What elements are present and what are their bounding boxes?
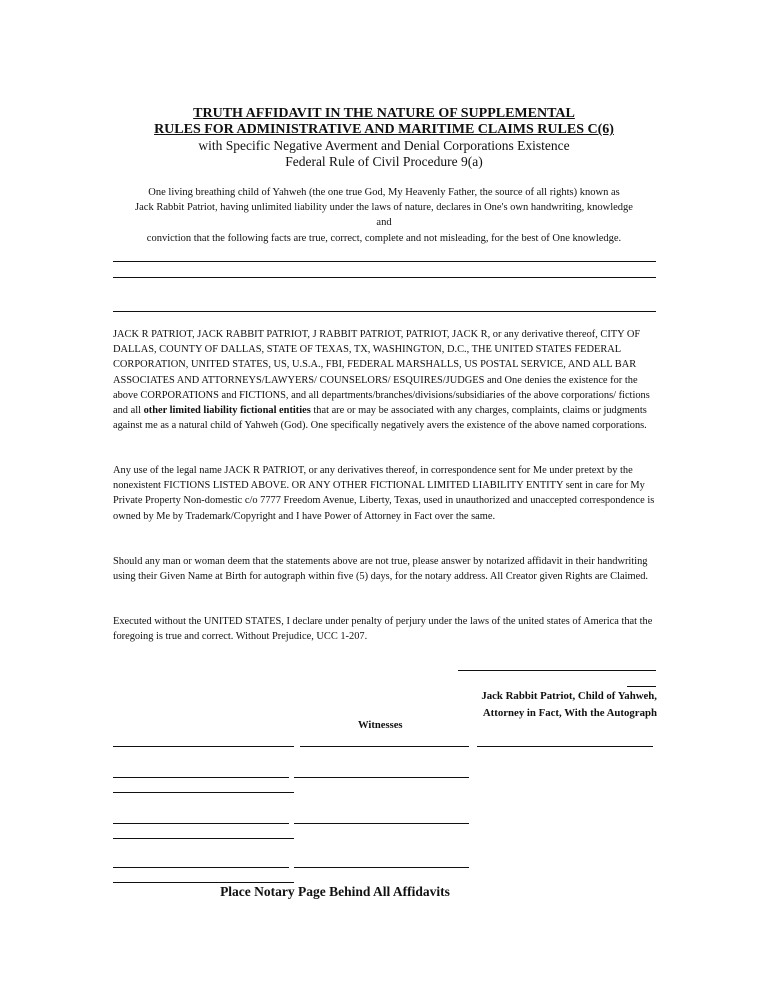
witness-line <box>300 746 469 747</box>
witness-line <box>113 867 289 868</box>
witness-line <box>113 823 289 824</box>
signature-line <box>458 670 656 671</box>
separator-line <box>113 261 656 262</box>
intro-line-1: One living breathing child of Yahweh (the one true God, My Heavenly Father, the source of all rights) known as <box>148 187 620 198</box>
witness-line <box>113 792 294 793</box>
notary-instruction: Place Notary Page Behind All Affidavits <box>220 884 450 899</box>
witness-line <box>113 746 294 747</box>
signature-name: Jack Rabbit Patriot, Child of Yahweh, <box>481 690 657 702</box>
witness-line <box>294 777 469 778</box>
intro-line-4: conviction that the following facts are true, correct, complete and not misleading, for the best of One knowledge. <box>146 233 622 244</box>
document-title-line-1: TRUTH AFFIDAVIT IN THE NATURE OF SUPPLEMENTAL <box>193 106 575 121</box>
signature-title: Attorney in Fact, With the Autograph <box>482 707 657 719</box>
separator-line <box>113 311 656 312</box>
paragraph-denial-text-1: JACK R PATRIOT, JACK RABBIT PATRIOT, J RABBIT PATRIOT, PATRIOT, JACK R, or any derivative thereof, CITY OF DALLAS, COUNTY OF DALLAS, STATE OF TEXAS, TX, WASHINGTON, D.C., THE UNITED STATES FEDERAL CORPORATION, UNITED STATES, US, U.S.A., FBI, FEDERAL MARSHALLS, US POSTAL SERVICE, AND ALL BAR ASSOCIATES AND ATTORNEYS/LAWYERS/ COUNSELORS/ ESQUIRES/JUDGES and One denies the existence for the above CORPORATIONS and FICTIONS, and all departments/branches/divisions/subsidiaries of the above corporations/ fictions and all <box>113 329 650 417</box>
witnesses-label: Witnesses <box>358 720 403 731</box>
witness-line <box>477 746 653 747</box>
paragraph-execution: Executed without the UNITED STATES, I declare under penalty of perjury under the laws of the united states of America that the foregoing is true and correct. Without Prejudice, UCC 1-207. <box>113 616 653 643</box>
paragraph-legal-name: Any use of the legal name JACK R PATRIOT, or any derivatives thereof, in correspondence sent for Me under pretext by the nonexistent FICTIONS LISTED ABOVE. OR ANY OTHER FICTIONAL LIMITED LIABILITY ENTITY sent in care for My Private Property Non-domestic c/o 7777 Freedom Avenue, Liberty, Texas, used in unauthorized and unaccepted correspondence is owned by Me by Trademark/Copyright and I have Power of Attorney in Fact over the same. <box>113 465 655 522</box>
witness-line <box>113 777 289 778</box>
intro-line-3: and <box>376 217 392 228</box>
witness-line <box>294 823 469 824</box>
witness-line <box>113 882 294 883</box>
signature-line-tail <box>627 686 656 687</box>
paragraph-denial <box>113 327 658 433</box>
paragraph-denial-text-2: that are or may be associated with any charges, complaints, claims or judgments against me as a natural child of Yahweh (God). One specifically negatively avers the existence of the above named corporations. <box>113 405 647 432</box>
document-subtitle-line-2: Federal Rule of Civil Procedure 9(a) <box>285 154 483 169</box>
paragraph-denial-bold: other limited liability fictional entities <box>143 405 311 417</box>
witness-line <box>294 867 469 868</box>
separator-line <box>113 277 656 278</box>
witness-line <box>113 838 294 839</box>
document-subtitle-line-1: with Specific Negative Averment and Denial Corporations Existence <box>198 138 570 153</box>
paragraph-rebuttal: Should any man or woman deem that the statements above are not true, please answer by notarized affidavit in their handwriting using their Given Name at Birth for autograph within five (5) days, for the notary address. All Creator given Rights are Claimed. <box>113 556 648 583</box>
intro-line-2: Jack Rabbit Patriot, having unlimited liability under the laws of nature, declares in One's own handwriting, knowledge <box>135 202 633 213</box>
document-title-line-2: RULES FOR ADMINISTRATIVE AND MARITIME CLAIMS RULES C(6) <box>154 122 614 137</box>
